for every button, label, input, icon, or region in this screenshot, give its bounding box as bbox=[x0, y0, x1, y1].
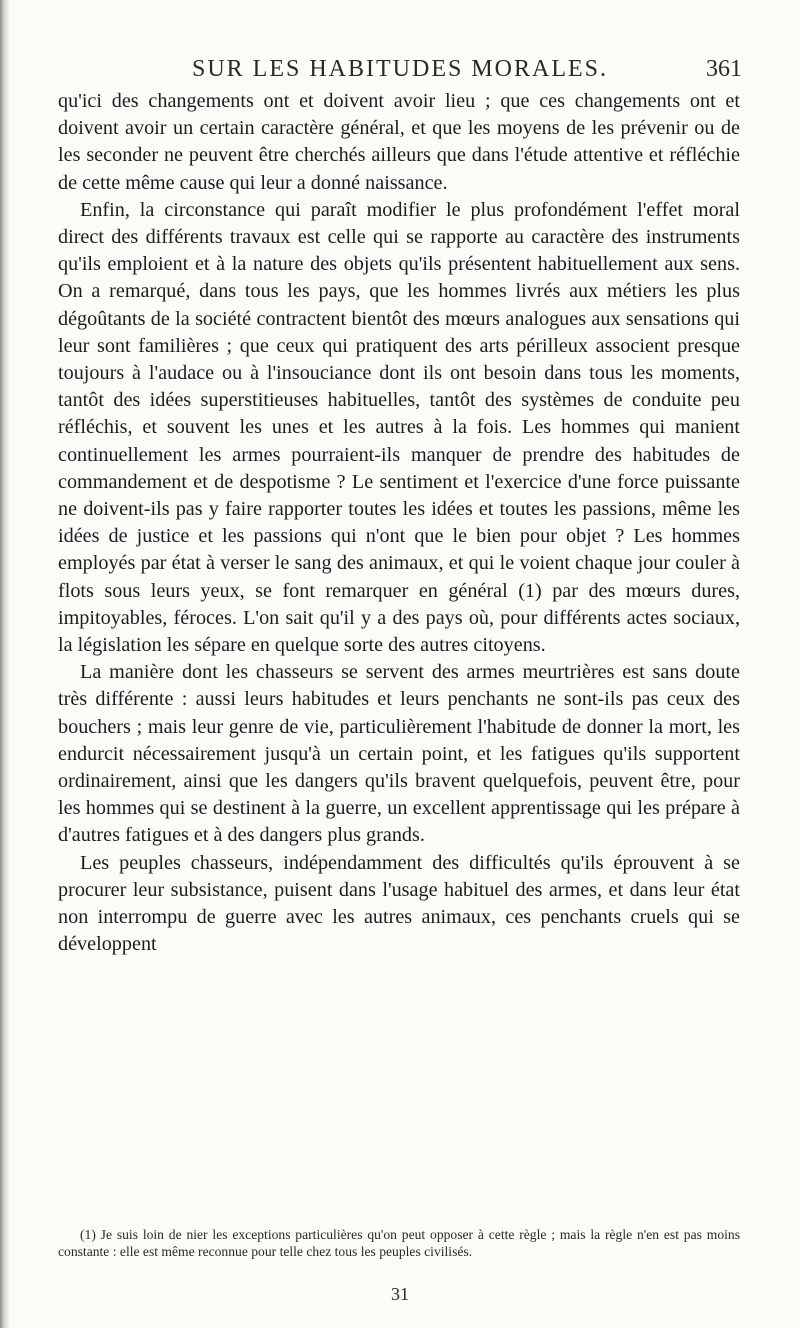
paragraph-hunting-peoples: Les peuples chasseurs, indépendamment des difficultés qu'ils éprouvent à se procurer leur subsistance, puisent dans l'usage habituel des armes, et dans leur état non interrompu de guerre avec les autres animaux, ces penchants cruels qui se développent bbox=[58, 851, 740, 956]
paragraph-hunters: La manière dont les chasseurs se servent des armes meurtrières est sans doute très différente : aussi leurs habitudes et leurs penchants ne sont-ils pas ceux des bouchers ; mais leur genre de vie, particulièrement l'habitude de donner la mort, les endurcit nécessairement jusqu'à un certain point, et les fatigues qu'ils supportent ordinairement, ainsi que les dangers qu'ils bravent quelquefois, peuvent être, pour les hommes qui se destinent à la guerre, un excellent apprentissage qui les prépare à d'autres fatigues et à des dangers plus grands. bbox=[58, 661, 740, 847]
signature-mark: 31 bbox=[391, 1284, 409, 1304]
running-title: SUR LES HABITUDES MORALES. bbox=[191, 56, 609, 82]
body-text bbox=[58, 88, 740, 959]
page-header bbox=[58, 56, 742, 86]
paragraph-continuation: qu'ici des changements ont et doivent avoir lieu ; que ces changements ont et doivent avoir un certain caractère général, et que les moyens de les prévenir ou de les seconder ne peuvent être cherchés ailleurs que dans l'étude attentive et réfléchie de cette même cause qui leur a donné naissance. bbox=[58, 90, 740, 194]
page-number: 361 bbox=[706, 56, 742, 82]
paragraph-instruments: Enfin, la circonstance qui paraît modifier le plus profondément l'effet moral direct des différents travaux est celle qui se rapporte au caractère des instruments qu'ils emploient et à la nature des objets qu'ils présentent habituellement aux sens. On a remarqué, dans tous les pays, que les hommes livrés aux métiers les plus dégoûtants de la société contractent bientôt des mœurs analogues aux sensations qui leur sont familières ; que ceux qui pratiquent des arts périlleux associent presque toujours à l'audace ou à l'insouciance dont ils ont besoin dans tous les moments, tantôt des idées superstitieuses habituelles, tantôt des systèmes de conduite peu réfléchis, et souvent les unes et les autres à la fois. Les hommes qui manient continuellement les armes pourraient-ils manquer de prendre des habitudes de commandement et de despotisme ? Le sentiment et l'exercice d'une force puissante ne doivent-ils pas y faire rapporter toutes les idées et toutes les passions, même les idées de justice et les passions qui n'ont que le bien pour objet ? Les hommes employés par état à verser le sang des animaux, et qui le voient chaque jour couler à flots sous leurs yeux, se font remarquer en général (1) par des mœurs dures, impitoyables, féroces. L'on sait qu'il y a des pays où, pour différents actes sociaux, la législation les sépare en quelque sorte des autres citoyens. bbox=[58, 198, 740, 657]
footnote-text: (1) Je suis loin de nier les exceptions particulières qu'on peut opposer à cette règle ; mais la règle n'en est pas moins constante : elle est même reconnue pour telle chez tous les peuples civilisés. bbox=[58, 1227, 740, 1259]
footnote bbox=[58, 1226, 740, 1260]
binding-shadow bbox=[0, 0, 10, 1328]
